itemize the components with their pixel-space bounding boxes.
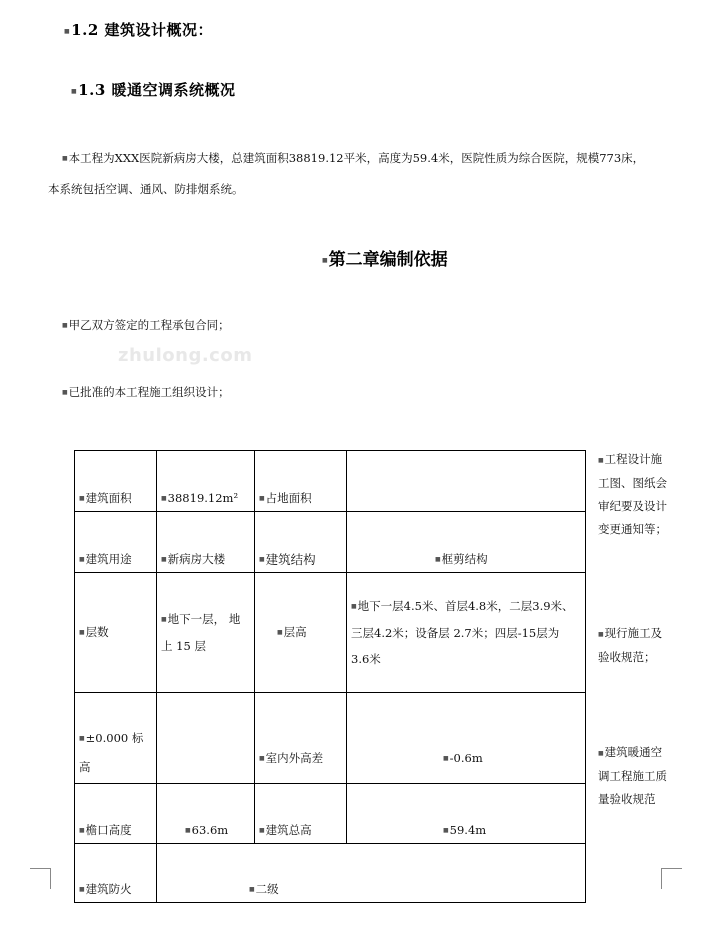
basis-item-construction-design: ■已批准的本工程施工组织设计； (62, 385, 230, 399)
table-cell: ■室内外高差 (255, 693, 347, 784)
paragraph-mark-icon: ■ (161, 616, 167, 623)
paragraph-mark-icon: ■ (71, 87, 78, 95)
page-corner-mark-right (661, 868, 682, 889)
table-cell: ■-0.6m (347, 693, 586, 784)
paragraph-mark-icon: ■ (598, 749, 604, 757)
paragraph-mark-icon: ■ (249, 886, 255, 893)
paragraph-mark-icon: ■ (79, 495, 85, 502)
overview-paragraph (48, 143, 682, 204)
side-note-hvac-quality: ■建筑暖通空调工程施工质量验收规范 (598, 745, 667, 806)
basis-item-contract: ■甲乙双方签定的工程承包合同； (62, 318, 230, 332)
table-cell: ■层高 (255, 573, 347, 693)
overview-line-2: 本系统包括空调、通风、防排烟系统。 (48, 182, 244, 196)
watermark: zhulong.com (118, 345, 253, 366)
table-cell: ■檐口高度 (75, 784, 157, 844)
paragraph-mark-icon: ■ (62, 389, 68, 396)
paragraph-mark-icon: ■ (161, 495, 167, 502)
table-cell: ■建筑面积 (75, 451, 157, 512)
paragraph-mark-icon: ■ (64, 27, 71, 35)
heading-1-2: ■1.2 建筑设计概况： (64, 21, 213, 39)
paragraph-mark-icon: ■ (79, 827, 85, 834)
table-cell (347, 451, 586, 512)
overview-line-1: ■本工程为XXX医院新病房大楼，总建筑面积38819.12平米，高度为59.4米，医院性质为综合医院，规模773床， (62, 151, 645, 165)
table-row (75, 693, 586, 784)
table-cell: ■建筑防火 (75, 844, 157, 903)
table-cell: ■二级 (157, 844, 586, 903)
paragraph-mark-icon: ■ (443, 827, 449, 834)
paragraph-mark-icon: ■ (259, 754, 265, 762)
paragraph-mark-icon: ■ (351, 603, 357, 610)
paragraph-mark-icon: ■ (598, 456, 604, 464)
paragraph-mark-icon: ■ (259, 827, 265, 834)
paragraph-mark-icon: ■ (79, 629, 85, 636)
paragraph-mark-icon: ■ (185, 827, 191, 834)
side-note-design-docs: ■工程设计施工图、图纸会审纪要及设计变更通知等； (598, 452, 667, 536)
paragraph-mark-icon: ■ (435, 556, 441, 563)
table-row (75, 512, 586, 573)
paragraph-mark-icon: ■ (598, 630, 604, 638)
table-row (75, 844, 586, 903)
paragraph-mark-icon: ■ (322, 256, 328, 264)
table-cell: ■新病房大楼 (157, 512, 255, 573)
chapter-title: ■第二章编制依据 (322, 250, 448, 270)
table-cell: ■38819.12m² (157, 451, 255, 512)
table-cell: ■63.6m (157, 784, 255, 844)
table-row (75, 784, 586, 844)
table-cell: ■59.4m (347, 784, 586, 844)
paragraph-mark-icon: ■ (62, 155, 68, 162)
paragraph-mark-icon: ■ (62, 322, 68, 329)
table-cell: ■层数 (75, 573, 157, 693)
paragraph-mark-icon: ■ (259, 495, 265, 502)
paragraph-mark-icon: ■ (79, 886, 85, 893)
table-cell: ■建筑用途 (75, 512, 157, 573)
heading-1-3: ■1.3 暖通空调系统概况 (71, 81, 236, 99)
paragraph-mark-icon: ■ (79, 556, 85, 563)
table-row (75, 451, 586, 512)
paragraph-mark-icon: ■ (161, 556, 167, 563)
table-cell: ■框剪结构 (347, 512, 586, 573)
paragraph-mark-icon: ■ (277, 629, 283, 636)
table-row (75, 573, 586, 693)
table-cell: ■占地面积 (255, 451, 347, 512)
table-cell (157, 693, 255, 784)
table-cell: ■地下一层， 地上 15 层 (157, 573, 255, 693)
side-note-acceptance-specs: ■现行施工及验收规范； (598, 626, 663, 664)
paragraph-mark-icon: ■ (79, 735, 85, 742)
paragraph-mark-icon: ■ (443, 754, 449, 762)
table-cell: ■±0.000 标高 (75, 693, 157, 784)
table-cell: ■地下一层4.5米、首层4.8米，二层3.9米、三层4.2米；设备层 2.7米；四层-15层为 3.6米 (347, 573, 586, 693)
table-cell: ■建筑结构 (255, 512, 347, 573)
paragraph-mark-icon: ■ (259, 556, 265, 563)
page-corner-mark-left (30, 868, 51, 889)
building-info-table (74, 450, 586, 903)
table-cell: ■建筑总高 (255, 784, 347, 844)
